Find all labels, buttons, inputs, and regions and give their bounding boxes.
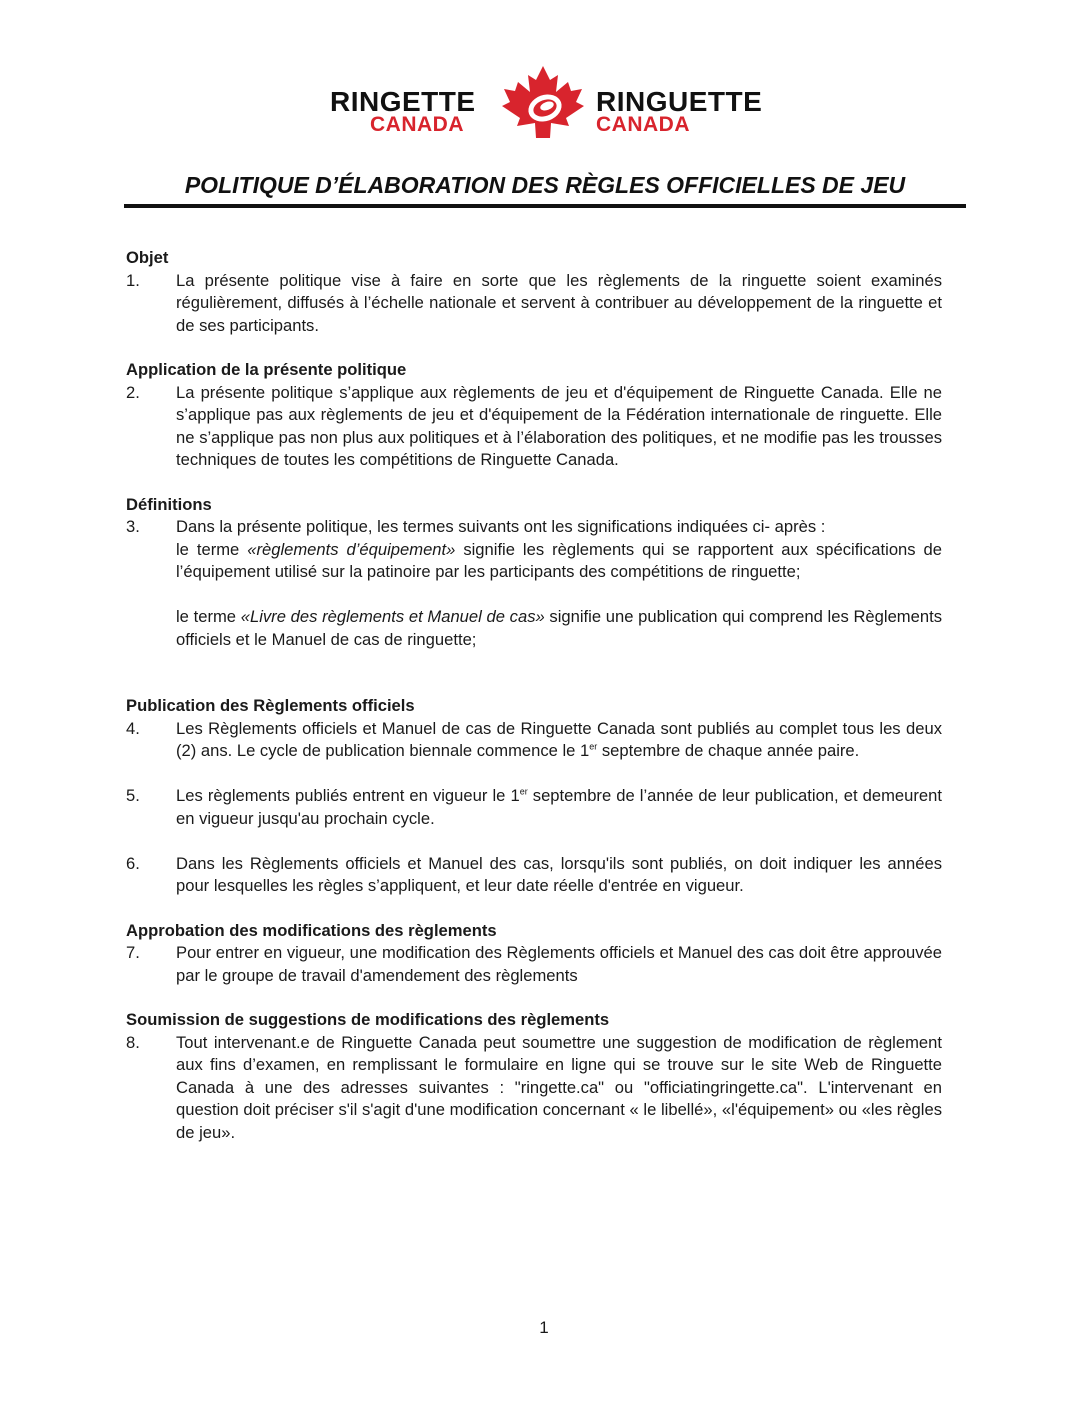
item-number: 2.	[126, 382, 140, 402]
list-item	[126, 516, 942, 651]
section-heading: Application de la présente politique	[126, 360, 407, 379]
logo-english-name: RINGETTE	[330, 86, 476, 117]
section-heading: Définitions	[126, 494, 212, 514]
list-item	[126, 718, 942, 763]
item-number: 3.	[126, 517, 140, 536]
list-item	[126, 1032, 942, 1145]
item-text-part: Les Règlements officiels et Manuel de cas de Ringuette Canada sont publiés au complet tous les deux (2) ans. Le cycle de publication biennale commence le 1	[176, 718, 942, 760]
ordinal-superscript: er	[519, 786, 528, 797]
section-soumission	[126, 1009, 942, 1144]
list-item	[126, 853, 942, 898]
logo-english-country: CANADA	[370, 113, 464, 136]
item-text	[176, 718, 942, 763]
item-text-part: septembre de l’année de leur publication, et demeurent en vigueur jusqu'au prochain cycle.	[176, 786, 942, 828]
item-text: La présente politique s’applique aux règlements de jeu et d'équipement de Ringuette Canada. Elle ne s’applique pas aux règlements de jeu et d'équipement de la Fédération internationale de ringuette. Elle ne s’applique pas non plus aux politiques et à l’élaboration des politiques, et ne modifie pas les trousses techniques de toutes les compétitions de Ringuette Canada.	[176, 382, 942, 469]
title-underline	[124, 204, 966, 208]
document-body	[126, 247, 942, 1144]
list-item	[126, 382, 942, 472]
section-objet	[126, 247, 942, 337]
item-text	[176, 785, 942, 830]
definition-term: «règlements d’équipement»	[247, 539, 456, 559]
item-text-part: septembre de chaque année paire.	[597, 741, 860, 760]
item-number: 6.	[126, 853, 140, 873]
item-text: La présente politique vise à faire en sorte que les règlements de la ringuette soient examinés régulièrement, diffusés à l’échelle nationale et servent à contribuer au développement de la ringuette et de ses participants.	[176, 270, 942, 335]
ordinal-superscript: er	[589, 741, 598, 752]
definition-prefix: le terme	[176, 539, 248, 559]
item-number: 1.	[126, 270, 140, 290]
definition-meaning: signifie une publication qui comprend les Règlements officiels et le Manuel de cas de ringuette;	[176, 607, 942, 649]
definitions-block	[176, 516, 942, 651]
list-item	[126, 942, 942, 987]
definition-term: «Livre des règlements et Manuel de cas»	[240, 607, 545, 626]
item-text-part: Les règlements publiés entrent en vigueur le 1	[176, 786, 520, 805]
list-item	[126, 785, 942, 830]
item-text: Pour entrer en vigueur, une modification des Règlements officiels et Manuel des cas doit être approuvée par le groupe de travail d'amendement des règlements	[176, 943, 942, 985]
section-definitions	[126, 494, 942, 652]
section-heading: Approbation des modifications des règlements	[126, 920, 497, 940]
section-publication	[126, 695, 942, 898]
definitions-intro: Dans la présente politique, les termes suivants ont les significations indiquées ci- après :	[176, 517, 826, 536]
definition-equipment	[176, 539, 942, 584]
item-text: Tout intervenant.e de Ringuette Canada peut soumettre une suggestion de modification de règlement aux fins d’examen, en remplissant le formulaire en ligne qui se trouve sur le site Web de Ringuette Canada à une des adresses suivantes : "ringette.ca" ou "officiatingringette.ca". L'intervenant en question doit préciser s'il s'agit d'une modification concernant « le libellé», «l'équipement» ou «les règles de jeu».	[176, 1032, 942, 1142]
definition-meaning: signifie les règlements qui se rapportent aux spécifications de l’équipement utilisé sur la patinoire par les participants des compétitions de ringuette;	[176, 539, 942, 581]
item-number: 8.	[126, 1032, 140, 1052]
maple-leaf-ring-icon	[498, 64, 588, 144]
definition-rulebook	[176, 606, 942, 651]
list-item	[126, 270, 942, 338]
section-application	[126, 359, 942, 472]
section-approbation	[126, 920, 942, 988]
section-heading: Publication des Règlements officiels	[126, 696, 415, 715]
item-number: 7.	[126, 943, 140, 962]
logo-french-name: RINGUETTE	[596, 86, 763, 117]
section-heading: Soumission de suggestions de modifications des règlements	[126, 1010, 610, 1029]
page-number: 1	[539, 1318, 549, 1337]
section-heading: Objet	[126, 248, 169, 267]
document-title: POLITIQUE D’ÉLABORATION DES RÈGLES OFFICIELLES DE JEU	[184, 172, 906, 198]
item-number: 4.	[126, 718, 140, 738]
item-text: Dans les Règlements officiels et Manuel des cas, lorsqu'ils sont publiés, on doit indiquer les années pour lesquelles les règles s’appliquent, et leur date réelle d'entrée en vigueur.	[176, 853, 942, 895]
ringette-canada-logo	[328, 64, 768, 144]
item-number: 5.	[126, 786, 140, 805]
definition-prefix: le terme	[176, 607, 241, 626]
logo-french-country: CANADA	[596, 113, 690, 136]
